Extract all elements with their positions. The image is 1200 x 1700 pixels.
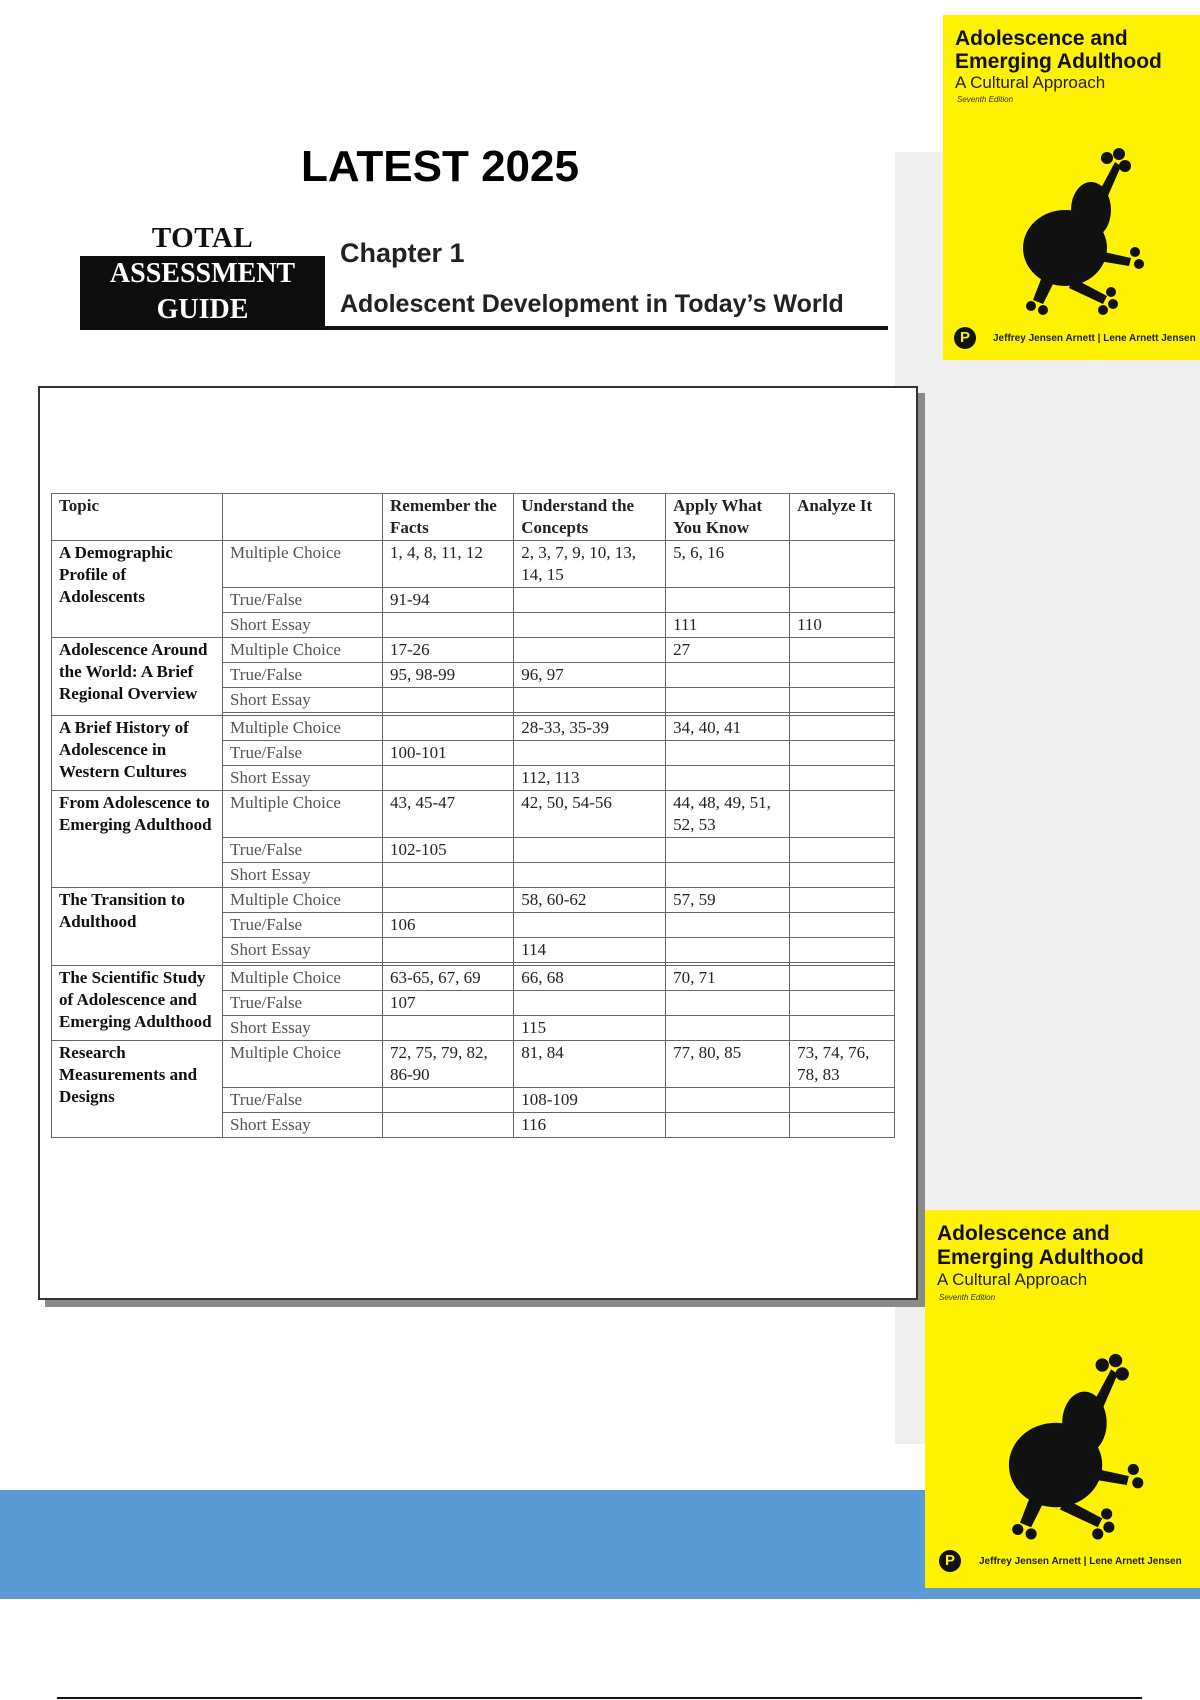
item-numbers-cell: 96, 97 xyxy=(514,663,666,688)
cover-subtitle: A Cultural Approach xyxy=(937,1270,1088,1289)
question-type-cell: Multiple Choice xyxy=(223,638,383,663)
item-numbers-cell: 70, 71 xyxy=(666,966,790,991)
tag-line-assessment: ASSESSMENT xyxy=(109,258,296,289)
item-numbers-cell: 63-65, 67, 69 xyxy=(383,966,514,991)
book-cover-top xyxy=(943,15,1200,360)
question-type-cell: Short Essay xyxy=(223,1113,383,1138)
item-numbers-cell xyxy=(790,863,895,888)
item-numbers-cell xyxy=(514,991,666,1016)
item-numbers-cell xyxy=(514,638,666,663)
column-header xyxy=(223,494,383,541)
question-type-cell: True/False xyxy=(223,1088,383,1113)
question-type-cell: True/False xyxy=(223,741,383,766)
question-type-cell: Short Essay xyxy=(223,863,383,888)
item-numbers-cell xyxy=(383,613,514,638)
column-header: Analyze It xyxy=(790,494,895,541)
item-numbers-cell: 73, 74, 76, 78, 83 xyxy=(790,1041,895,1088)
chapter-number: Chapter 1 xyxy=(340,238,465,268)
item-numbers-cell xyxy=(383,688,514,713)
question-type-cell: Multiple Choice xyxy=(223,791,383,838)
question-type-cell: Multiple Choice xyxy=(223,966,383,991)
question-type-cell: True/False xyxy=(223,991,383,1016)
table-row xyxy=(52,1041,895,1088)
item-numbers-cell xyxy=(666,688,790,713)
item-numbers-cell xyxy=(790,1113,895,1138)
item-numbers-cell xyxy=(514,863,666,888)
publisher-logo: P xyxy=(954,327,976,349)
item-numbers-cell: 102-105 xyxy=(383,838,514,863)
cover-edition: Seventh Edition xyxy=(939,1293,996,1302)
item-numbers-cell xyxy=(790,688,895,713)
item-numbers-cell xyxy=(383,716,514,741)
publisher-logo: P xyxy=(939,1550,961,1572)
item-numbers-cell xyxy=(666,938,790,963)
item-numbers-cell xyxy=(383,766,514,791)
item-numbers-cell: 95, 98-99 xyxy=(383,663,514,688)
table-row xyxy=(52,541,895,588)
item-numbers-cell xyxy=(666,1113,790,1138)
table-row xyxy=(52,888,895,913)
cover-authors: Jeffrey Jensen Arnett | Lene Arnett Jensen xyxy=(993,333,1196,344)
item-numbers-cell xyxy=(514,588,666,613)
item-numbers-cell xyxy=(666,588,790,613)
tag-line-guide: GUIDE xyxy=(156,294,249,325)
item-numbers-cell: 112, 113 xyxy=(514,766,666,791)
item-numbers-cell: 106 xyxy=(383,913,514,938)
item-numbers-cell xyxy=(514,613,666,638)
item-numbers-cell xyxy=(790,888,895,913)
assessment-guide-tag xyxy=(80,222,325,330)
frog-icon xyxy=(1003,140,1153,320)
cover-title-line1: Adolescence and xyxy=(955,27,1128,50)
item-numbers-cell xyxy=(790,663,895,688)
topic-cell: Adolescence Around the World: A Brief Regional Overview xyxy=(52,638,223,716)
topic-cell: A Demographic Profile of Adolescents xyxy=(52,541,223,638)
item-numbers-cell xyxy=(790,638,895,663)
cover-title-line2: Emerging Adulthood xyxy=(937,1246,1144,1269)
question-type-cell: Multiple Choice xyxy=(223,541,383,588)
item-numbers-cell: 116 xyxy=(514,1113,666,1138)
item-numbers-cell: 108-109 xyxy=(514,1088,666,1113)
item-numbers-cell xyxy=(383,1016,514,1041)
item-numbers-cell xyxy=(666,741,790,766)
column-header: Topic xyxy=(52,494,223,541)
chapter-rule xyxy=(325,326,888,330)
question-type-cell: True/False xyxy=(223,913,383,938)
assessment-table xyxy=(51,493,895,1138)
table-header-row xyxy=(52,494,895,541)
item-numbers-cell: 34, 40, 41 xyxy=(666,716,790,741)
question-type-cell: True/False xyxy=(223,588,383,613)
item-numbers-cell: 66, 68 xyxy=(514,966,666,991)
item-numbers-cell: 1, 4, 8, 11, 12 xyxy=(383,541,514,588)
bottom-rule xyxy=(57,1697,1142,1699)
item-numbers-cell xyxy=(514,838,666,863)
item-numbers-cell xyxy=(790,913,895,938)
item-numbers-cell xyxy=(383,1088,514,1113)
cover-title-line2: Emerging Adulthood xyxy=(955,50,1162,73)
item-numbers-cell xyxy=(666,663,790,688)
item-numbers-cell: 100-101 xyxy=(383,741,514,766)
item-numbers-cell: 58, 60-62 xyxy=(514,888,666,913)
column-header: Understand the Concepts xyxy=(514,494,666,541)
question-type-cell: True/False xyxy=(223,663,383,688)
item-numbers-cell xyxy=(790,991,895,1016)
cover-authors: Jeffrey Jensen Arnett | Lene Arnett Jensen xyxy=(979,1556,1182,1567)
item-numbers-cell: 5, 6, 16 xyxy=(666,541,790,588)
item-numbers-cell: 2, 3, 7, 9, 10, 13, 14, 15 xyxy=(514,541,666,588)
item-numbers-cell xyxy=(383,863,514,888)
item-numbers-cell: 91-94 xyxy=(383,588,514,613)
column-header: Remember the Facts xyxy=(383,494,514,541)
item-numbers-cell xyxy=(383,888,514,913)
topic-cell: A Brief History of Adolescence in Western Cultures xyxy=(52,716,223,791)
item-numbers-cell: 57, 59 xyxy=(666,888,790,913)
question-type-cell: Short Essay xyxy=(223,613,383,638)
question-type-cell: Short Essay xyxy=(223,1016,383,1041)
item-numbers-cell xyxy=(383,938,514,963)
question-type-cell: Multiple Choice xyxy=(223,888,383,913)
item-numbers-cell xyxy=(666,1016,790,1041)
question-type-cell: True/False xyxy=(223,838,383,863)
item-numbers-cell xyxy=(790,1088,895,1113)
topic-cell: The Scientific Study of Adolescence and Emerging Adulthood xyxy=(52,966,223,1041)
item-numbers-cell: 43, 45-47 xyxy=(383,791,514,838)
item-numbers-cell xyxy=(790,838,895,863)
table-row xyxy=(52,638,895,663)
latest-heading: LATEST 2025 xyxy=(301,142,579,191)
item-numbers-cell xyxy=(666,913,790,938)
item-numbers-cell xyxy=(790,588,895,613)
item-numbers-cell: 114 xyxy=(514,938,666,963)
tag-box xyxy=(80,256,325,330)
column-header: Apply What You Know xyxy=(666,494,790,541)
item-numbers-cell: 110 xyxy=(790,613,895,638)
question-type-cell: Short Essay xyxy=(223,688,383,713)
item-numbers-cell xyxy=(790,938,895,963)
item-numbers-cell: 28-33, 35-39 xyxy=(514,716,666,741)
item-numbers-cell: 17-26 xyxy=(383,638,514,663)
item-numbers-cell xyxy=(790,766,895,791)
topic-cell: From Adolescence to Emerging Adulthood xyxy=(52,791,223,888)
item-numbers-cell xyxy=(666,863,790,888)
topic-cell: The Transition to Adulthood xyxy=(52,888,223,966)
question-type-cell: Multiple Choice xyxy=(223,716,383,741)
item-numbers-cell xyxy=(514,913,666,938)
book-cover-bottom xyxy=(925,1210,1200,1588)
item-numbers-cell xyxy=(666,766,790,791)
cover-title-line1: Adolescence and xyxy=(937,1222,1110,1245)
item-numbers-cell xyxy=(666,991,790,1016)
item-numbers-cell: 44, 48, 49, 51, 52, 53 xyxy=(666,791,790,838)
item-numbers-cell xyxy=(514,688,666,713)
cover-subtitle: A Cultural Approach xyxy=(955,73,1106,92)
item-numbers-cell xyxy=(666,1088,790,1113)
topic-cell: Research Measurements and Designs xyxy=(52,1041,223,1138)
item-numbers-cell xyxy=(790,1016,895,1041)
table-row xyxy=(52,966,895,991)
item-numbers-cell xyxy=(790,716,895,741)
item-numbers-cell: 111 xyxy=(666,613,790,638)
item-numbers-cell: 81, 84 xyxy=(514,1041,666,1088)
frog-icon xyxy=(985,1345,1155,1545)
item-numbers-cell: 115 xyxy=(514,1016,666,1041)
question-type-cell: Multiple Choice xyxy=(223,1041,383,1088)
table-row xyxy=(52,791,895,838)
chapter-title: Adolescent Development in Today’s World xyxy=(340,290,844,318)
question-type-cell: Short Essay xyxy=(223,766,383,791)
item-numbers-cell xyxy=(383,1113,514,1138)
item-numbers-cell xyxy=(666,838,790,863)
item-numbers-cell: 27 xyxy=(666,638,790,663)
item-numbers-cell: 107 xyxy=(383,991,514,1016)
item-numbers-cell xyxy=(790,541,895,588)
item-numbers-cell xyxy=(514,741,666,766)
tag-line-total: TOTAL xyxy=(151,222,254,254)
cover-edition: Seventh Edition xyxy=(957,95,1014,104)
item-numbers-cell: 42, 50, 54-56 xyxy=(514,791,666,838)
item-numbers-cell xyxy=(790,791,895,838)
table-row xyxy=(52,716,895,741)
item-numbers-cell xyxy=(790,966,895,991)
question-type-cell: Short Essay xyxy=(223,938,383,963)
item-numbers-cell: 72, 75, 79, 82, 86-90 xyxy=(383,1041,514,1088)
item-numbers-cell xyxy=(790,741,895,766)
item-numbers-cell: 77, 80, 85 xyxy=(666,1041,790,1088)
